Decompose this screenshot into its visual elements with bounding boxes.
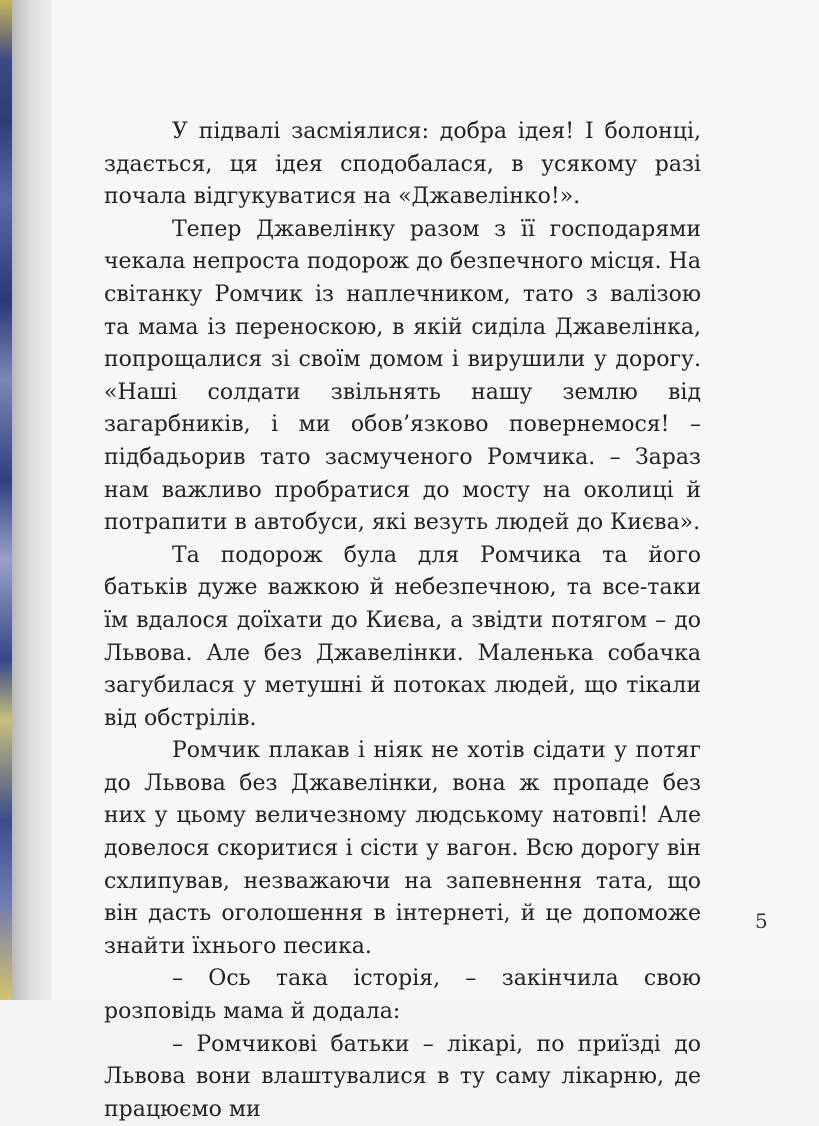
paragraph: Ромчик плакав і ніяк не хотів сідати у потяг до Львова без Джавелінки, вона ж пропаде без них у цьому величезному людському натовпі! Але довелося скоритися і сісти у вагон. Всю дорогу він схлипував, незважаючи на запевнення тата, що він дасть оголошення в інтернеті, й це допоможе знайти їхнього песика. — [104, 738, 701, 959]
paragraph: У підвалі засміялися: добра ідея! І болонці, здається, ця ідея сподобалася, в усякому разі почала відгукуватися на «Джавелінко!». — [104, 119, 701, 210]
adjacent-page-edge — [0, 0, 12, 1000]
paragraph: – Ось така історія, – закінчила свою розповідь мама й додала: — [104, 966, 701, 1025]
paragraph: Тепер Джавелінку разом з її господарями чекала непроста подорож до безпечного місця. На світанку Ромчик із наплечником, тато з валізою та мама із переноскою, в якій сиділа Джавелінка, попрощалися зі своїм домом і вирушили у дорогу. «Наші солдати звільнять нашу землю від загарбників, і ми обов’язково повернемося! – підбадьорив тато засмученого Ромчика. – Зараз нам важливо пробратися до мосту на околиці й потрапити в автобуси, які везуть людей до Києва». — [104, 216, 701, 536]
page-number: 5 — [755, 909, 768, 933]
paragraph: Та подорож була для Ромчика та його батьків дуже важкою й небезпечною, та все-таки їм вдалося доїхати до Києва, а звідти потягом – до Львова. Але без Джавелінки. Маленька собачка загубилася у метушні й потоках людей, що тікали від обстрілів. — [104, 542, 701, 731]
paragraph: – Ромчикові батьки – лікарі, по приїзді до Львова вони влаштувалися в ту саму лікарню, де працюємо ми — [104, 1031, 701, 1122]
body-text — [104, 116, 701, 1126]
gutter-shadow — [12, 0, 52, 1000]
